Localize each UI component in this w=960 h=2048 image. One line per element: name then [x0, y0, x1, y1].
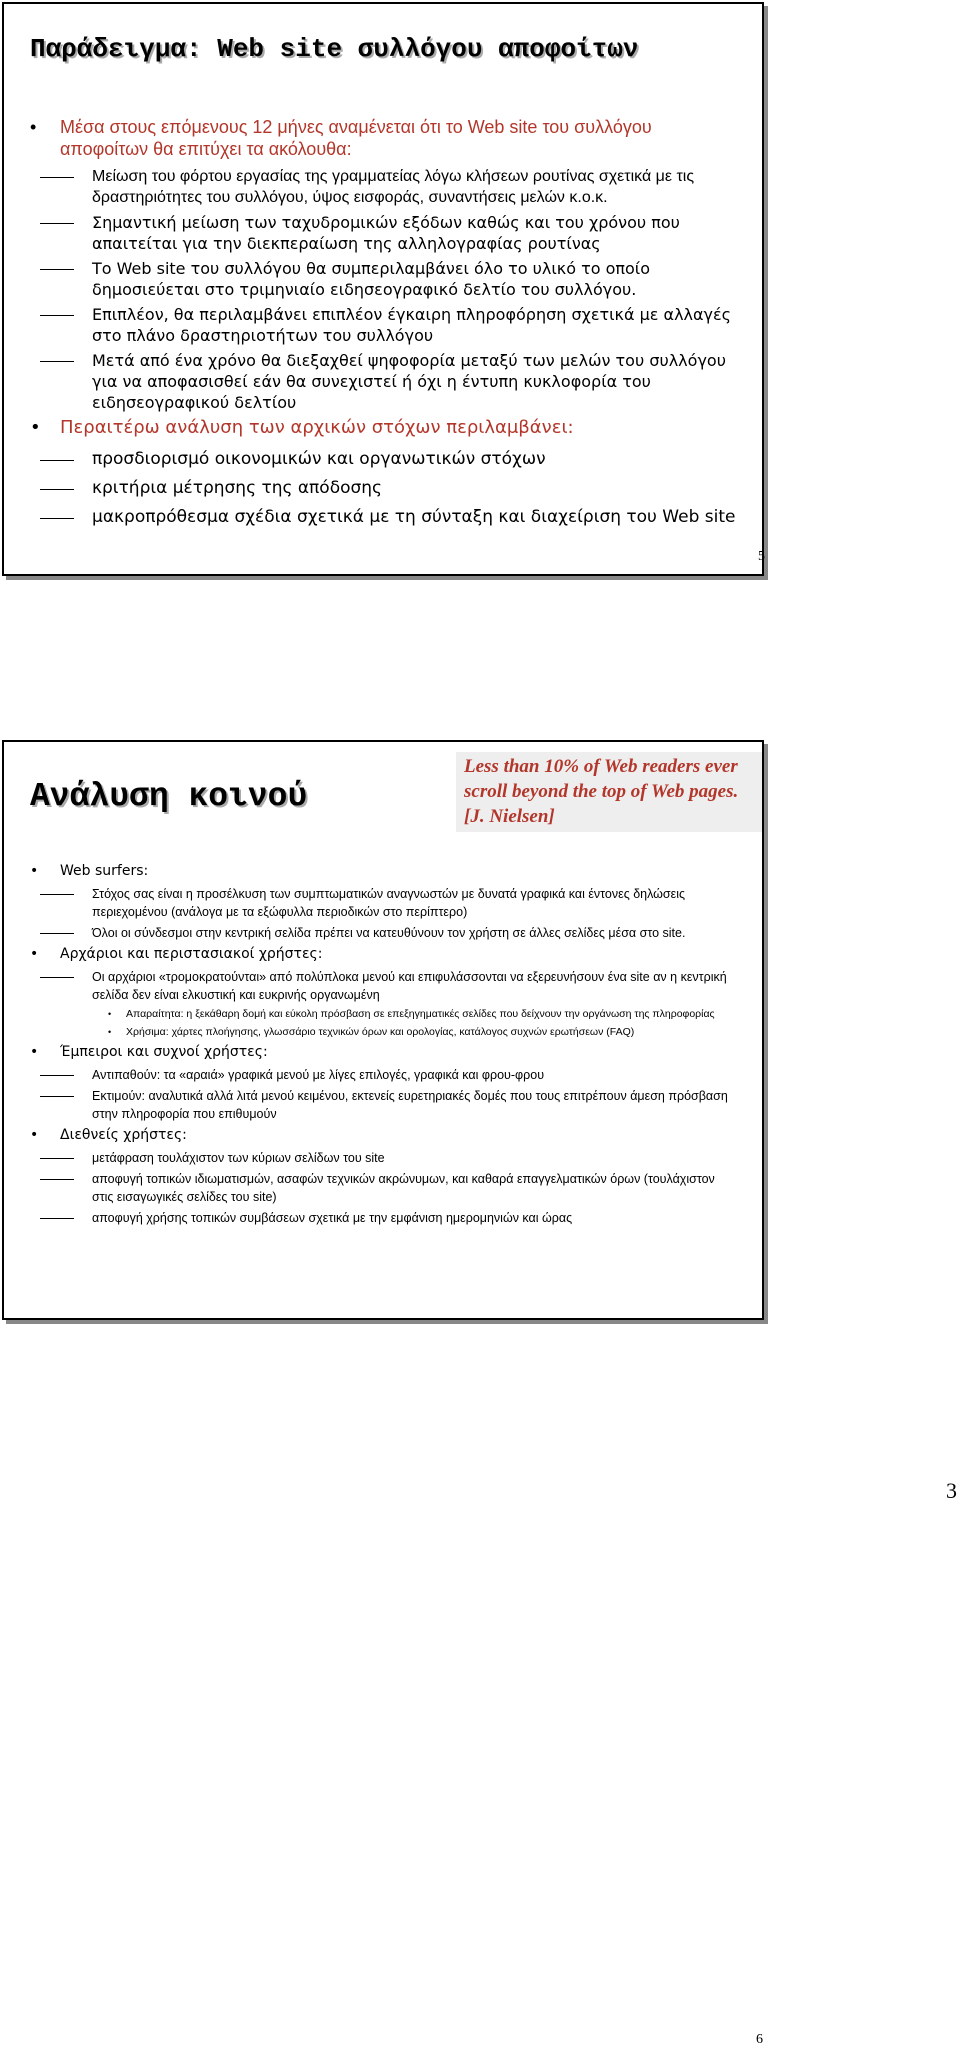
- bullet-goals: • Μέσα στους επόμενους 12 μήνες αναμένεται ότι το Web site του συλλόγου αποφοίτων θα επιτύχει τα ακόλουθα:: [60, 116, 742, 160]
- bullet-novice-users: • Αρχάριοι και περιστασιακοί χρήστες:: [60, 945, 742, 964]
- list-item: προσδιορισμό οικονομικών και οργανωτικών στόχων: [92, 447, 738, 472]
- nielsen-quote: Less than 10% of Web readers ever scroll beyond the top of Web pages. [J. Nielsen]: [456, 752, 762, 832]
- list-item: Το Web site του συλλόγου θα συμπεριλαμβάνει όλο το υλικό το οποίο δημοσιεύεται στο τριμηνιαίο ειδησεογραφικό δελτίο του συλλόγου.: [92, 258, 738, 300]
- bullet-international-users: • Διεθνείς χρήστες:: [60, 1126, 742, 1145]
- sub-list-item: • Απαραίτητα: η ξεκάθαρη δομή και εύκολη πρόσβαση σε επεξηγηματικές σελίδες που δείχνουν την οργάνωση της πληροφορίας: [126, 1007, 738, 1022]
- slide-2-content: [4, 862, 762, 1230]
- list-item: Αντιπαθούν: τα «αραιά» γραφικά μενού με λίγες επιλογές, γραφικά και φρου-φρου: [92, 1066, 738, 1084]
- slide-1-page-number: 5: [758, 549, 765, 564]
- list-item: μακροπρόθεσμα σχέδια σχετικά με τη σύνταξη και διαχείριση του Web site: [92, 505, 738, 530]
- bullet-expert-users: • Έμπειροι και συχνοί χρήστες:: [60, 1043, 742, 1062]
- sub-list-item: • Χρήσιμα: χάρτες πλοήγησης, γλωσσάριο τεχνικών όρων και ορολογίας, κατάλογος συχνών ερωτήσεων (FAQ): [126, 1025, 738, 1040]
- list-item: Οι αρχάριοι «τρομοκρατούνται» από πολύπλοκα μενού και επιφυλάσσονται να εξερευνήσουν ένα site αν η κεντρική σελίδα δεν είναι ελκυστική και ευκρινής οργανωμένη: [92, 968, 738, 1004]
- list-item: Σημαντική μείωση των ταχυδρομικών εξόδων καθώς και του χρόνου που απαιτείται για την διεκπεραίωση της αλληλογραφίας ρουτίνας: [92, 212, 738, 254]
- list-item: Εκτιμούν: αναλυτικά αλλά λιτά μενού κειμένου, εκτενείς ευρετηριακές δομές που τους επιτρέπουν άμεση πρόσβαση στην πληροφορία που επιθυμούν: [92, 1087, 738, 1123]
- slide-2-title: Ανάλυση κοινού: [30, 778, 308, 815]
- list-item: μετάφραση τουλάχιστον των κύριων σελίδων του site: [92, 1149, 738, 1167]
- list-item: κριτήρια μέτρησης της απόδοσης: [92, 476, 738, 501]
- bullet-further-analysis: • Περαιτέρω ανάλυση των αρχικών στόχων περιλαμβάνει:: [60, 417, 742, 439]
- slide-1-title: Παράδειγμα: Web site συλλόγου αποφοίτων: [30, 34, 639, 64]
- list-item: Στόχος σας είναι η προσέλκυση των συμπτωματικών αναγνωστών με δυνατά γραφικά και έντονες δηλώσεις περιεχομένου (ανάλογα με τα εξώφυλλα περιοδικών στο περίπτερο): [92, 885, 738, 921]
- document-page-number: 3: [946, 1478, 957, 1503]
- list-item: αποφυγή τοπικών ιδιωματισμών, ασαφών τεχνικών ακρώνυμων, και καθαρά επαγγελματικών όρων (τουλάχιστον στις εισαγωγικές σελίδες του site): [92, 1170, 738, 1206]
- list-item: Μείωση του φόρτου εργασίας της γραμματείας λόγω κλήσεων ρουτίνας σχετικά με τις δραστηριότητες του συλλόγου, ύψος εισφοράς, συναντήσεις μελών κ.ο.κ.: [92, 166, 738, 208]
- slide-2: [2, 740, 764, 2047]
- slide-1-content: [4, 116, 762, 534]
- slide-2-page-number: 6: [756, 2032, 763, 2047]
- list-item: αποφυγή χρήσης τοπικών συμβάσεων σχετικά με την εμφάνιση ημερομηνιών και ώρας: [92, 1209, 738, 1227]
- bullet-web-surfers: • Web surfers:: [60, 862, 742, 881]
- list-item: Επιπλέον, θα περιλαμβάνει επιπλέον έγκαιρη πληροφόρηση σχετικά με αλλαγές στο πλάνο δραστηριοτήτων του συλλόγου: [92, 304, 738, 346]
- slide-1: [2, 2, 764, 576]
- list-item: Μετά από ένα χρόνο θα διεξαχθεί ψηφοφορία μεταξύ των μελών του συλλόγου για να αποφασισθεί εάν θα συνεχιστεί ή όχι η έντυπη κυκλοφορία του ειδησεογραφικού δελτίου: [92, 350, 738, 413]
- list-item: Όλοι οι σύνδεσμοι στην κεντρική σελίδα πρέπει να κατευθύνουν τον χρήστη σε άλλες σελίδες μέσα στο site.: [92, 924, 738, 942]
